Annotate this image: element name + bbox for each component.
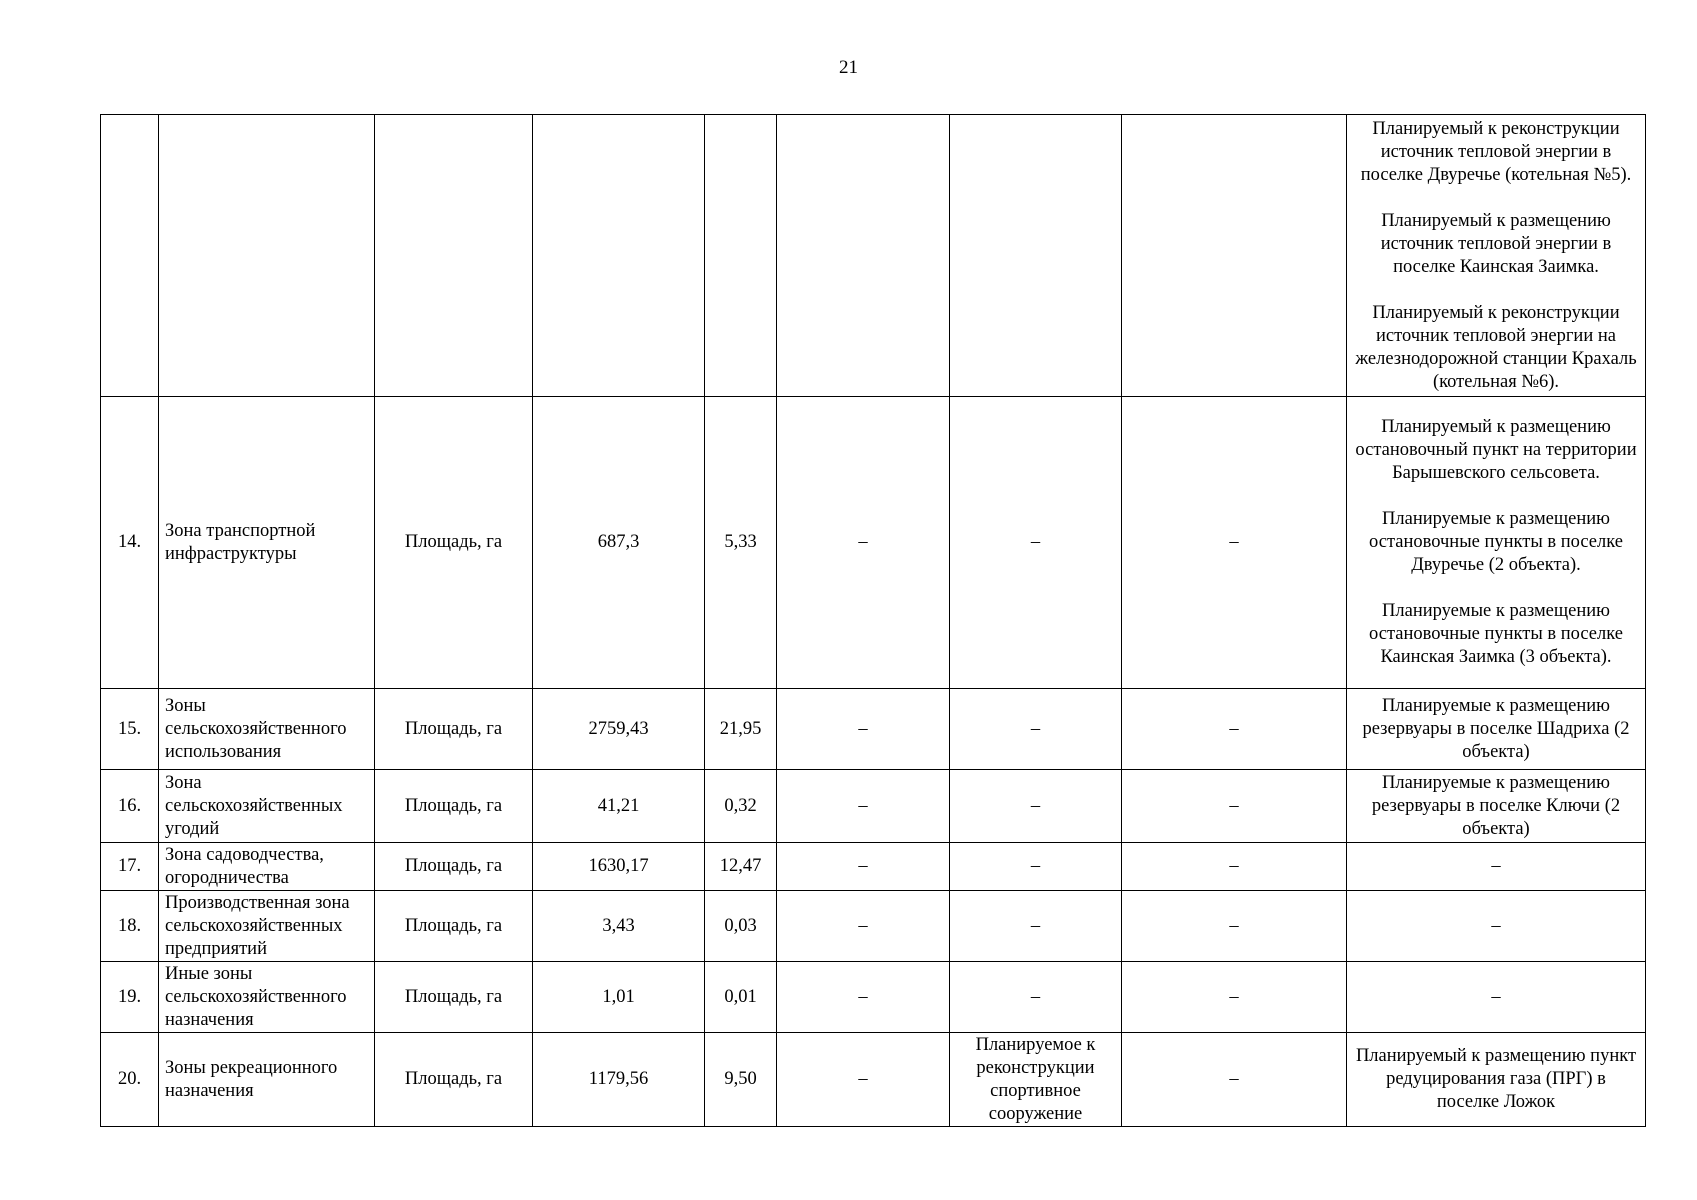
row-number: 18. [101,891,159,962]
percent-cell: 21,95 [705,689,777,770]
percent-cell: 9,50 [705,1033,777,1127]
table-row [101,843,1646,891]
unit-cell: Площадь, га [375,891,533,962]
notes-cell: – [1347,891,1646,962]
unit-cell: Площадь, га [375,689,533,770]
col6-cell: – [777,891,950,962]
table-row [101,115,1646,397]
col6-cell: – [777,770,950,843]
col7-cell: – [950,962,1122,1033]
area-cell: 1630,17 [533,843,705,891]
table-row [101,397,1646,689]
col6-cell: – [777,962,950,1033]
row-number: 17. [101,843,159,891]
col8-cell: – [1122,689,1347,770]
page-number: 21 [839,57,858,78]
col8-cell: – [1122,962,1347,1033]
zone-name: Зоны сельскохозяйственного использования [159,689,375,770]
notes-cell: Планируемый к размещению пункт редуцирования газа (ПРГ) в поселке Ложок [1347,1033,1646,1127]
col6-cell [777,115,950,397]
col7-cell: – [950,843,1122,891]
col7-cell: Планируемое к реконструкции спортивное сооружение [950,1033,1122,1127]
col8-cell [1122,115,1347,397]
col7-cell: – [950,891,1122,962]
zone-name: Иные зоны сельскохозяйственного назначения [159,962,375,1033]
percent-cell: 0,03 [705,891,777,962]
table-row [101,770,1646,843]
notes-cell: – [1347,843,1646,891]
row-number: 20. [101,1033,159,1127]
area-cell: 3,43 [533,891,705,962]
col6-cell: – [777,689,950,770]
zones-table [100,114,1646,1127]
note-paragraph: Планируемый к реконструкции источник тепловой энергии в поселке Двуречье (котельная №5). [1360,118,1632,185]
note-paragraph: Планируемые к размещению остановочные пункты в поселке Каинская Заимка (3 объекта). [1369,601,1623,667]
row-number [101,115,159,397]
zone-name: Зона сельскохозяйственных угодий [159,770,375,843]
notes-cell: Планируемые к размещению резервуары в поселке Шадриха (2 объекта) [1347,689,1646,770]
note-paragraph: Планируемый к размещению остановочный пункт на территории Барышевского сельсовета. [1355,417,1637,483]
note-paragraph: Планируемые к размещению остановочные пункты в поселке Двуречье (2 объекта). [1369,509,1623,575]
unit-cell: Площадь, га [375,962,533,1033]
notes-cell [1347,115,1646,397]
percent-cell: 0,32 [705,770,777,843]
col6-cell: – [777,843,950,891]
col7-cell [950,115,1122,397]
unit-cell: Площадь, га [375,770,533,843]
row-number: 14. [101,397,159,689]
col7-cell: – [950,397,1122,689]
unit-cell: Площадь, га [375,843,533,891]
row-number: 19. [101,962,159,1033]
row-number: 16. [101,770,159,843]
zone-name: Зоны рекреационного назначения [159,1033,375,1127]
col6-cell: – [777,397,950,689]
col8-cell: – [1122,397,1347,689]
percent-cell: 12,47 [705,843,777,891]
zone-name: Зона садоводчества, огородничества [159,843,375,891]
notes-cell: Планируемые к размещению резервуары в поселке Ключи (2 объекта) [1347,770,1646,843]
table-row [101,689,1646,770]
area-cell [533,115,705,397]
zone-name [159,115,375,397]
percent-cell: 0,01 [705,962,777,1033]
percent-cell [705,115,777,397]
area-cell: 1179,56 [533,1033,705,1127]
note-paragraph: Планируемый к реконструкции источник тепловой энергии на железнодорожной станции Крахаль (котельная №6). [1355,302,1637,392]
table-row [101,891,1646,962]
percent-cell: 5,33 [705,397,777,689]
zone-name: Производственная зона сельскохозяйственных предприятий [159,891,375,962]
area-cell: 1,01 [533,962,705,1033]
area-cell: 687,3 [533,397,705,689]
col8-cell: – [1122,1033,1347,1127]
unit-cell [375,115,533,397]
col8-cell: – [1122,891,1347,962]
table-row [101,1033,1646,1127]
unit-cell: Площадь, га [375,1033,533,1127]
col8-cell: – [1122,770,1347,843]
area-cell: 2759,43 [533,689,705,770]
note-paragraph: Планируемый к размещению источник тепловой энергии в поселке Каинская Заимка. [1380,210,1612,277]
col7-cell: – [950,689,1122,770]
unit-cell: Площадь, га [375,397,533,689]
table-row [101,962,1646,1033]
col6-cell: – [777,1033,950,1127]
col7-cell: – [950,770,1122,843]
area-cell: 41,21 [533,770,705,843]
notes-cell [1347,397,1646,689]
row-number: 15. [101,689,159,770]
col8-cell: – [1122,843,1347,891]
zone-name: Зона транспортной инфраструктуры [159,397,375,689]
notes-cell: – [1347,962,1646,1033]
